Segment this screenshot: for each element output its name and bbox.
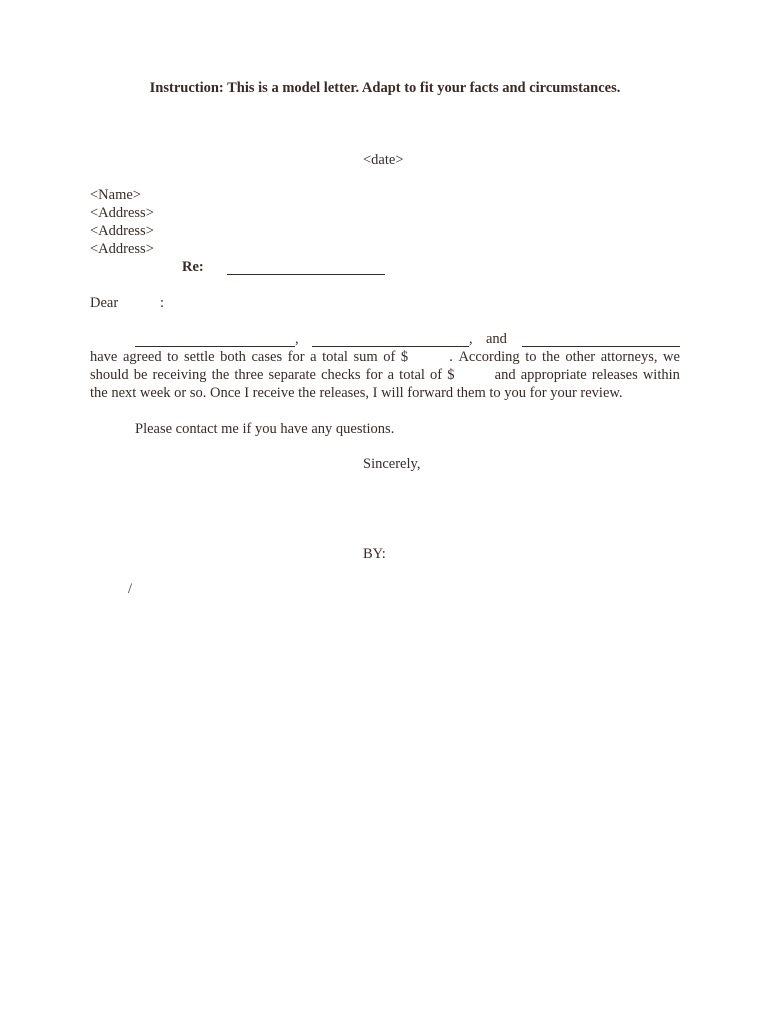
party-and: and	[486, 331, 507, 347]
party-blank-1[interactable]	[135, 346, 295, 347]
body-word: sum	[353, 349, 378, 365]
body-word: a	[387, 367, 395, 383]
body-word: agreed	[122, 349, 162, 365]
signature-by-label: BY:	[363, 546, 386, 562]
contact-line: Please contact me if you have any questions.	[135, 421, 395, 437]
body-word: According	[458, 349, 520, 365]
body-word: appropriate	[520, 367, 587, 383]
body-word: within	[642, 367, 680, 383]
recipient-address-line: <Address>	[90, 223, 154, 239]
recipient-name: <Name>	[90, 187, 141, 203]
body-word: three	[234, 367, 264, 383]
body-word: releases	[591, 367, 638, 383]
body-word: cases	[251, 349, 283, 365]
party-separator: ,	[295, 331, 299, 347]
recipient-address-line: <Address>	[90, 205, 154, 221]
body-word: for	[287, 349, 305, 365]
body-word: for	[365, 367, 383, 383]
body-word: .	[449, 349, 453, 365]
body-word: a	[310, 349, 317, 365]
instruction-heading: Instruction: This is a model letter. Adapt to fit your facts and circumstances.	[149, 80, 621, 96]
body-word	[414, 349, 444, 366]
body-word: have	[90, 349, 118, 365]
body-line-1	[90, 349, 680, 366]
party-blank-2[interactable]	[312, 346, 469, 347]
body-word: checks	[321, 367, 361, 383]
party-blank-3[interactable]	[522, 346, 680, 347]
body-word: attorneys,	[600, 349, 658, 365]
body-word: be	[133, 367, 148, 383]
body-word: receiving	[152, 367, 207, 383]
closing: Sincerely,	[363, 456, 421, 472]
re-label: Re:	[182, 259, 204, 275]
body-line-3: the next week or so. Once I receive the releases, I will forward them to you for your review.	[90, 385, 623, 401]
body-word	[460, 367, 490, 384]
body-word: of	[430, 367, 443, 383]
body-word: we	[663, 349, 680, 365]
body-word: of	[383, 349, 396, 365]
initials-slash: /	[128, 581, 133, 597]
re-subject-blank[interactable]	[227, 274, 385, 275]
body-word: $	[447, 367, 455, 383]
body-word: both	[220, 349, 246, 365]
body-word: to	[525, 349, 537, 365]
salutation: Dear	[90, 295, 119, 311]
body-word: and	[494, 367, 516, 383]
body-word: should	[90, 367, 129, 383]
body-word: other	[565, 349, 596, 365]
recipient-address-line: <Address>	[90, 241, 154, 257]
body-word: to	[167, 349, 179, 365]
party-separator: ,	[469, 331, 473, 347]
date-placeholder: <date>	[363, 152, 404, 168]
body-word: total	[322, 349, 348, 365]
body-word: separate	[268, 367, 316, 383]
body-word: $	[400, 349, 409, 365]
body-word: the	[211, 367, 230, 383]
body-line-2	[90, 367, 680, 384]
salutation-colon: :	[160, 295, 165, 311]
body-word: the	[542, 349, 560, 365]
body-word: total	[399, 367, 425, 383]
body-word: settle	[183, 349, 215, 365]
